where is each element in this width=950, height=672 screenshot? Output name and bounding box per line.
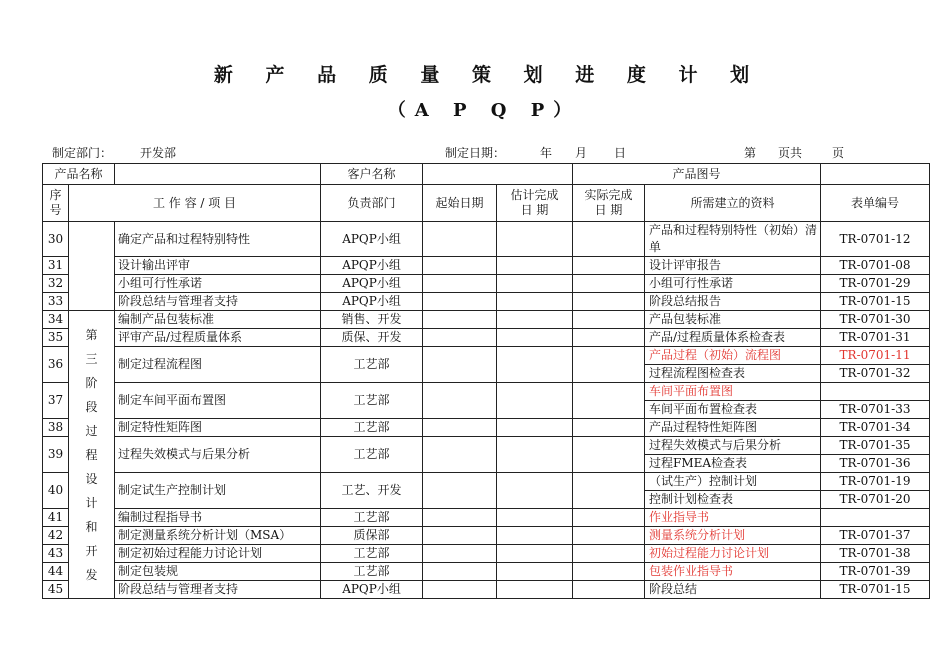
row-actual[interactable] <box>573 563 645 581</box>
row-seq: 35 <box>43 329 69 347</box>
row-seq: 41 <box>43 509 69 527</box>
row-seq: 30 <box>43 222 69 257</box>
row-actual[interactable] <box>573 383 645 419</box>
row-form: TR-0701-32 <box>821 365 930 383</box>
row-actual[interactable] <box>573 347 645 383</box>
row-item: 制定试生产控制计划 <box>115 473 321 509</box>
row-start[interactable] <box>423 383 497 419</box>
row-seq: 42 <box>43 527 69 545</box>
row-est[interactable] <box>497 347 573 383</box>
row-doc: 产品包装标准 <box>645 311 821 329</box>
row-item: 确定产品和过程特别特性 <box>115 222 321 257</box>
table-row <box>43 293 930 311</box>
row-seq: 40 <box>43 473 69 509</box>
row-doc: 阶段总结 <box>645 581 821 599</box>
table-row <box>43 419 930 437</box>
table-row <box>43 509 930 527</box>
row-seq: 39 <box>43 437 69 473</box>
row-est[interactable] <box>497 329 573 347</box>
table-row <box>43 437 930 455</box>
row-start[interactable] <box>423 563 497 581</box>
row-est[interactable] <box>497 563 573 581</box>
row-doc: 过程FMEA检查表 <box>645 455 821 473</box>
row-doc: 产品/过程质量体系检查表 <box>645 329 821 347</box>
row-start[interactable] <box>423 509 497 527</box>
row-seq: 44 <box>43 563 69 581</box>
row-actual[interactable] <box>573 581 645 599</box>
row-dept: 工艺部 <box>321 545 423 563</box>
row-item: 制定测量系统分析计划（MSA） <box>115 527 321 545</box>
dept-label: 制定部门： <box>52 146 113 160</box>
stage-label <box>69 222 115 311</box>
row-form: TR-0701-30 <box>821 311 930 329</box>
stage-label: 第三阶段过程设计和开发 <box>69 311 115 599</box>
row-doc: 过程失效模式与后果分析 <box>645 437 821 455</box>
row-dept: 工艺部 <box>321 509 423 527</box>
page-no-label: 第 <box>744 146 757 160</box>
date-year: 年 <box>540 146 553 160</box>
row-dept: APQP小组 <box>321 275 423 293</box>
row-form: TR-0701-34 <box>821 419 930 437</box>
table-row <box>43 275 930 293</box>
row-start[interactable] <box>423 545 497 563</box>
row-actual[interactable] <box>573 509 645 527</box>
row-item: 评审产品/过程质量体系 <box>115 329 321 347</box>
row-item: 编制过程指导书 <box>115 509 321 527</box>
row-actual[interactable] <box>573 527 645 545</box>
row-doc: 测量系统分析计划 <box>645 527 821 545</box>
row-actual[interactable] <box>573 419 645 437</box>
row-est[interactable] <box>497 275 573 293</box>
row-item: 阶段总结与管理者支持 <box>115 581 321 599</box>
row-est[interactable] <box>497 527 573 545</box>
row-form: TR-0701-20 <box>821 491 930 509</box>
row-est[interactable] <box>497 581 573 599</box>
row-start[interactable] <box>423 222 497 257</box>
row-form: TR-0701-19 <box>821 473 930 491</box>
row-doc: 包装作业指导书 <box>645 563 821 581</box>
meta-row <box>0 144 950 160</box>
row-dept: 工艺部 <box>321 563 423 581</box>
row-start[interactable] <box>423 329 497 347</box>
row-est[interactable] <box>497 257 573 275</box>
row-form <box>821 509 930 527</box>
header-dept: 负责部门 <box>321 185 423 222</box>
row-doc: 产品和过程特别特性（初始）清单 <box>645 222 821 257</box>
row-actual[interactable] <box>573 257 645 275</box>
drawing-value[interactable] <box>821 164 930 185</box>
row-seq: 45 <box>43 581 69 599</box>
row-form: TR-0701-35 <box>821 437 930 455</box>
header-row <box>43 185 930 222</box>
row-item: 制定特性矩阵图 <box>115 419 321 437</box>
row-dept: 质保部 <box>321 527 423 545</box>
row-doc: 车间平面布置检查表 <box>645 401 821 419</box>
row-dept: APQP小组 <box>321 222 423 257</box>
date-label: 制定日期： <box>445 146 506 160</box>
row-item: 制定包装规 <box>115 563 321 581</box>
row-doc: 产品过程特性矩阵图 <box>645 419 821 437</box>
row-dept: APQP小组 <box>321 581 423 599</box>
row-item: 编制产品包装标准 <box>115 311 321 329</box>
row-est[interactable] <box>497 473 573 509</box>
row-actual[interactable] <box>573 545 645 563</box>
row-actual[interactable] <box>573 437 645 473</box>
table-row <box>43 527 930 545</box>
row-est[interactable] <box>497 311 573 329</box>
row-actual[interactable] <box>573 329 645 347</box>
page-end-label: 页 <box>832 146 845 160</box>
row-actual[interactable] <box>573 473 645 509</box>
header-docs: 所需建立的资料 <box>645 185 821 222</box>
table-row <box>43 473 930 491</box>
row-dept: 质保、开发 <box>321 329 423 347</box>
row-form: TR-0701-33 <box>821 401 930 419</box>
customer-name-value[interactable] <box>423 164 573 185</box>
row-actual[interactable] <box>573 275 645 293</box>
row-item: 设计输出评审 <box>115 257 321 275</box>
row-form: TR-0701-39 <box>821 563 930 581</box>
row-item: 过程失效模式与后果分析 <box>115 437 321 473</box>
row-doc: （试生产）控制计划 <box>645 473 821 491</box>
header-est: 估计完成 日 期 <box>497 185 573 222</box>
product-name-label: 产品名称 <box>43 164 115 185</box>
row-dept: 销售、开发 <box>321 311 423 329</box>
row-est[interactable] <box>497 293 573 311</box>
row-form: TR-0701-36 <box>821 455 930 473</box>
table-row <box>43 563 930 581</box>
row-dept: 工艺部 <box>321 347 423 383</box>
row-item: 制定车间平面布置图 <box>115 383 321 419</box>
row-dept: 工艺部 <box>321 437 423 473</box>
drawing-label: 产品图号 <box>573 164 821 185</box>
row-start[interactable] <box>423 527 497 545</box>
row-dept: 工艺部 <box>321 419 423 437</box>
row-doc: 控制计划检查表 <box>645 491 821 509</box>
date-day: 日 <box>614 146 627 160</box>
row-form: TR-0701-29 <box>821 275 930 293</box>
table-row <box>43 222 930 257</box>
row-seq: 31 <box>43 257 69 275</box>
row-doc: 小组可行性承诺 <box>645 275 821 293</box>
row-form: TR-0701-15 <box>821 581 930 599</box>
row-start[interactable] <box>423 419 497 437</box>
row-start[interactable] <box>423 257 497 275</box>
row-actual[interactable] <box>573 293 645 311</box>
header-actual: 实际完成 日 期 <box>573 185 645 222</box>
table-row <box>43 545 930 563</box>
row-seq: 33 <box>43 293 69 311</box>
row-form: TR-0701-37 <box>821 527 930 545</box>
row-dept: APQP小组 <box>321 293 423 311</box>
row-item: 制定初始过程能力讨论计划 <box>115 545 321 563</box>
row-start[interactable] <box>423 311 497 329</box>
row-seq: 43 <box>43 545 69 563</box>
row-actual[interactable] <box>573 222 645 257</box>
page-subtitle: （A P Q P） <box>387 100 581 121</box>
row-start[interactable] <box>423 437 497 473</box>
row-form: TR-0701-08 <box>821 257 930 275</box>
row-seq: 32 <box>43 275 69 293</box>
table-row <box>43 581 930 599</box>
row-est[interactable] <box>497 383 573 419</box>
row-dept: APQP小组 <box>321 257 423 275</box>
row-doc: 阶段总结报告 <box>645 293 821 311</box>
row-doc: 作业指导书 <box>645 509 821 527</box>
row-seq: 36 <box>43 347 69 383</box>
customer-name-label: 客户名称 <box>321 164 423 185</box>
header-start: 起始日期 <box>423 185 497 222</box>
row-start[interactable] <box>423 275 497 293</box>
row-item: 阶段总结与管理者支持 <box>115 293 321 311</box>
header-item: 工 作 容 / 项 目 <box>69 185 321 222</box>
header-form: 表单编号 <box>821 185 930 222</box>
page-total-label: 页共 <box>778 146 803 160</box>
row-doc: 初始过程能力讨论计划 <box>645 545 821 563</box>
row-start[interactable] <box>423 293 497 311</box>
row-start[interactable] <box>423 473 497 509</box>
row-est[interactable] <box>497 545 573 563</box>
row-est[interactable] <box>497 222 573 257</box>
row-est[interactable] <box>497 437 573 473</box>
product-name-value[interactable] <box>115 164 321 185</box>
row-est[interactable] <box>497 419 573 437</box>
table-row <box>43 257 930 275</box>
row-form <box>821 383 930 401</box>
row-dept: 工艺、开发 <box>321 473 423 509</box>
row-form: TR-0701-31 <box>821 329 930 347</box>
row-start[interactable] <box>423 581 497 599</box>
row-est[interactable] <box>497 509 573 527</box>
row-doc: 车间平面布置图 <box>645 383 821 401</box>
row-item: 制定过程流程图 <box>115 347 321 383</box>
header-seq: 序号 <box>43 185 69 222</box>
row-form: TR-0701-12 <box>821 222 930 257</box>
table-row <box>43 329 930 347</box>
row-form: TR-0701-11 <box>821 347 930 365</box>
table-row <box>43 311 930 329</box>
row-actual[interactable] <box>573 311 645 329</box>
row-doc: 过程流程图检查表 <box>645 365 821 383</box>
dept-value: 开发部 <box>140 146 177 160</box>
row-start[interactable] <box>423 347 497 383</box>
row-doc: 设计评审报告 <box>645 257 821 275</box>
row-seq: 34 <box>43 311 69 329</box>
row-form: TR-0701-38 <box>821 545 930 563</box>
table-row <box>43 347 930 365</box>
row-seq: 38 <box>43 419 69 437</box>
info-row <box>43 164 930 185</box>
date-month: 月 <box>575 146 588 160</box>
page-title: 新 产 品 质 量 策 划 进 度 计 划 <box>213 64 763 86</box>
row-item: 小组可行性承诺 <box>115 275 321 293</box>
table-row <box>43 383 930 401</box>
row-seq: 37 <box>43 383 69 419</box>
apqp-table <box>42 163 930 599</box>
row-dept: 工艺部 <box>321 383 423 419</box>
row-doc: 产品过程（初始）流程图 <box>645 347 821 365</box>
row-form: TR-0701-15 <box>821 293 930 311</box>
